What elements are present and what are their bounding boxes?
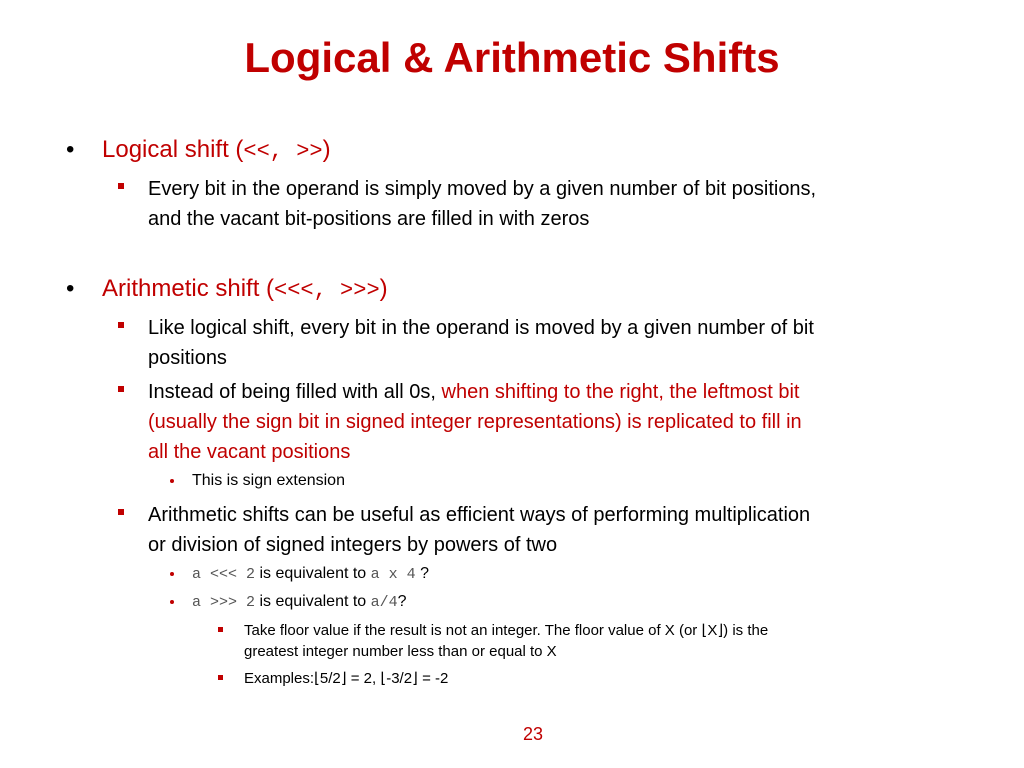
sign-extension-text: This is sign extension [192,472,345,489]
small-dot-bullet-icon [170,600,174,604]
arithmetic-p2-red-line-1: when shifting to the right, the leftmost bit [441,381,800,403]
square-bullet-icon [118,322,124,328]
bullet-dot-icon: • [66,275,75,302]
square-bullet-icon [218,627,223,632]
floor-examples-text: Examples:⌊5/2⌋ = 2, ⌊-3/2⌋ = -2 [244,670,449,687]
example-shift-left-text [192,563,429,586]
arithmetic-p1-line-2: positions [148,347,227,369]
arithmetic-p2-red-line-3: all the vacant positions [148,441,351,463]
example-shift-right-text [192,591,407,614]
arithmetic-shift-heading [102,273,388,307]
bullet-dot-icon: • [66,136,75,163]
equivalent-text: is equivalent to [255,565,371,582]
logical-desc-line-1: Every bit in the operand is simply moved by a given number of bit positions, [148,178,817,200]
square-bullet-icon [118,509,124,515]
code-a-shr-2: a >>> 2 [192,594,256,611]
question-mark: ? [415,565,429,582]
arithmetic-p3-line-2: or division of signed integers by powers of two [148,534,558,556]
small-dot-bullet-icon [170,479,174,483]
equivalent-text: is equivalent to [255,593,371,610]
logical-shift-heading [102,134,331,168]
small-dot-bullet-icon [170,572,174,576]
floor-line-2: greatest integer number less than or equal to X [244,643,557,660]
arithmetic-p2-red-line-2: (usually the sign bit in signed integer representations) is replicated to fill in [148,411,802,433]
arithmetic-shift-close: ) [379,275,388,302]
logical-shift-label: Logical shift ( [102,136,244,163]
floor-line-1: Take floor value if the result is not an integer. The floor value of X (or ⌊X⌋) is the [244,622,769,639]
square-bullet-icon [118,386,124,392]
logical-desc-line-2: and the vacant bit-positions are filled in with zeros [148,208,590,230]
logical-shift-close: ) [322,136,331,163]
arithmetic-p2-black: Instead of being filled with all 0s, [148,381,442,403]
page-number: 23 [522,724,544,744]
slide-title: Logical & Arithmetic Shifts [244,34,780,81]
code-a-div-4: a/4 [370,594,398,611]
square-bullet-icon [118,183,124,189]
arithmetic-shift-operators: <<<, >>> [274,278,380,303]
question-mark: ? [397,593,407,610]
logical-shift-operators: <<, >> [243,139,323,164]
square-bullet-icon [218,675,223,680]
code-a-x-4: a x 4 [370,566,416,583]
arithmetic-p1-line-1: Like logical shift, every bit in the operand is moved by a given number of bit [148,317,814,339]
code-a-shl-2: a <<< 2 [192,566,256,583]
arithmetic-p3-line-1: Arithmetic shifts can be useful as efficient ways of performing multiplication [148,504,811,526]
arithmetic-shift-label: Arithmetic shift ( [102,275,275,302]
